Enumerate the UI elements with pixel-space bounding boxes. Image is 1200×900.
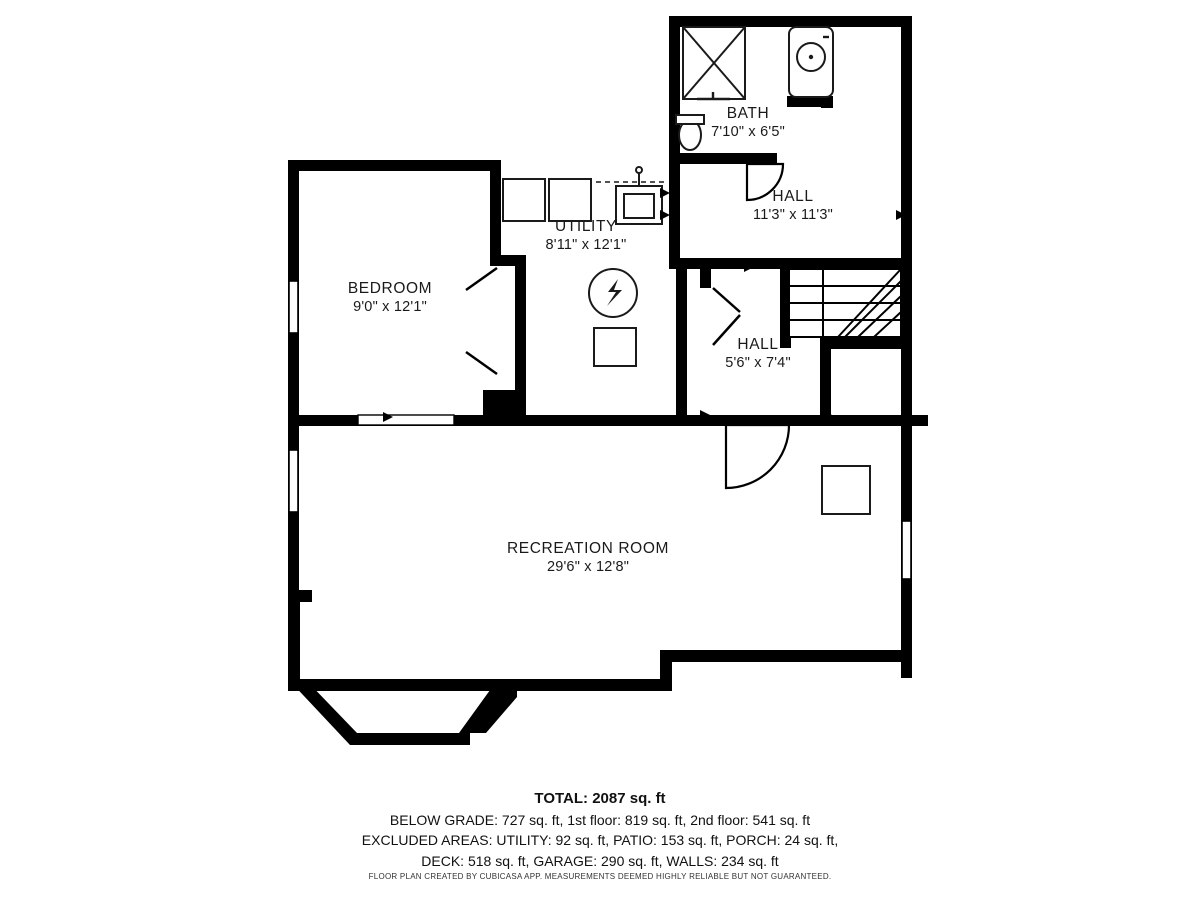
- room-dimensions: 8'11" x 12'1": [545, 237, 627, 254]
- room-label-hall-upper: [753, 187, 833, 225]
- room-name: UTILITY: [555, 218, 617, 235]
- room-dimensions: 11'3" x 11'3": [753, 207, 833, 224]
- room-dimensions: 29'6" x 12'8": [546, 559, 630, 576]
- walls: [288, 16, 928, 745]
- room-label-hall-lower: [725, 335, 791, 373]
- room-name: HALL: [737, 336, 779, 353]
- room-dimensions: 9'0" x 12'1": [353, 299, 427, 316]
- room-label-bath: [711, 104, 785, 142]
- staircase: [789, 269, 901, 337]
- summary-line-1: BELOW GRADE: 727 sq. ft, 1st floor: 819 sq. ft, 2nd floor: 541 sq. ft: [389, 812, 811, 828]
- room-name: RECREATION ROOM: [507, 540, 669, 557]
- room-name: BEDROOM: [347, 280, 433, 297]
- total-area: TOTAL: 2087 sq. ft: [534, 790, 666, 807]
- room-dimensions: 5'6" x 7'4": [725, 355, 791, 372]
- area-summary: [0, 790, 1200, 871]
- room-label-recreation-room: [507, 539, 669, 577]
- disclaimer-text: FLOOR PLAN CREATED BY CUBICASA APP. MEASUREMENTS DEEMED HIGHLY RELIABLE BUT NOT GUARANTEED.: [368, 872, 832, 881]
- room-name: BATH: [726, 105, 770, 122]
- room-name: HALL: [772, 188, 814, 205]
- room-label-utility: [545, 217, 626, 255]
- summary-line-2: EXCLUDED AREAS: UTILITY: 92 sq. ft, PATIO: 153 sq. ft, PORCH: 24 sq. ft,: [361, 832, 839, 849]
- summary-line-3: DECK: 518 sq. ft, GARAGE: 290 sq. ft, WALLS: 234 sq. ft: [421, 852, 779, 869]
- room-dimensions: 7'10" x 6'5": [711, 124, 785, 141]
- room-label-bedroom: [348, 279, 432, 317]
